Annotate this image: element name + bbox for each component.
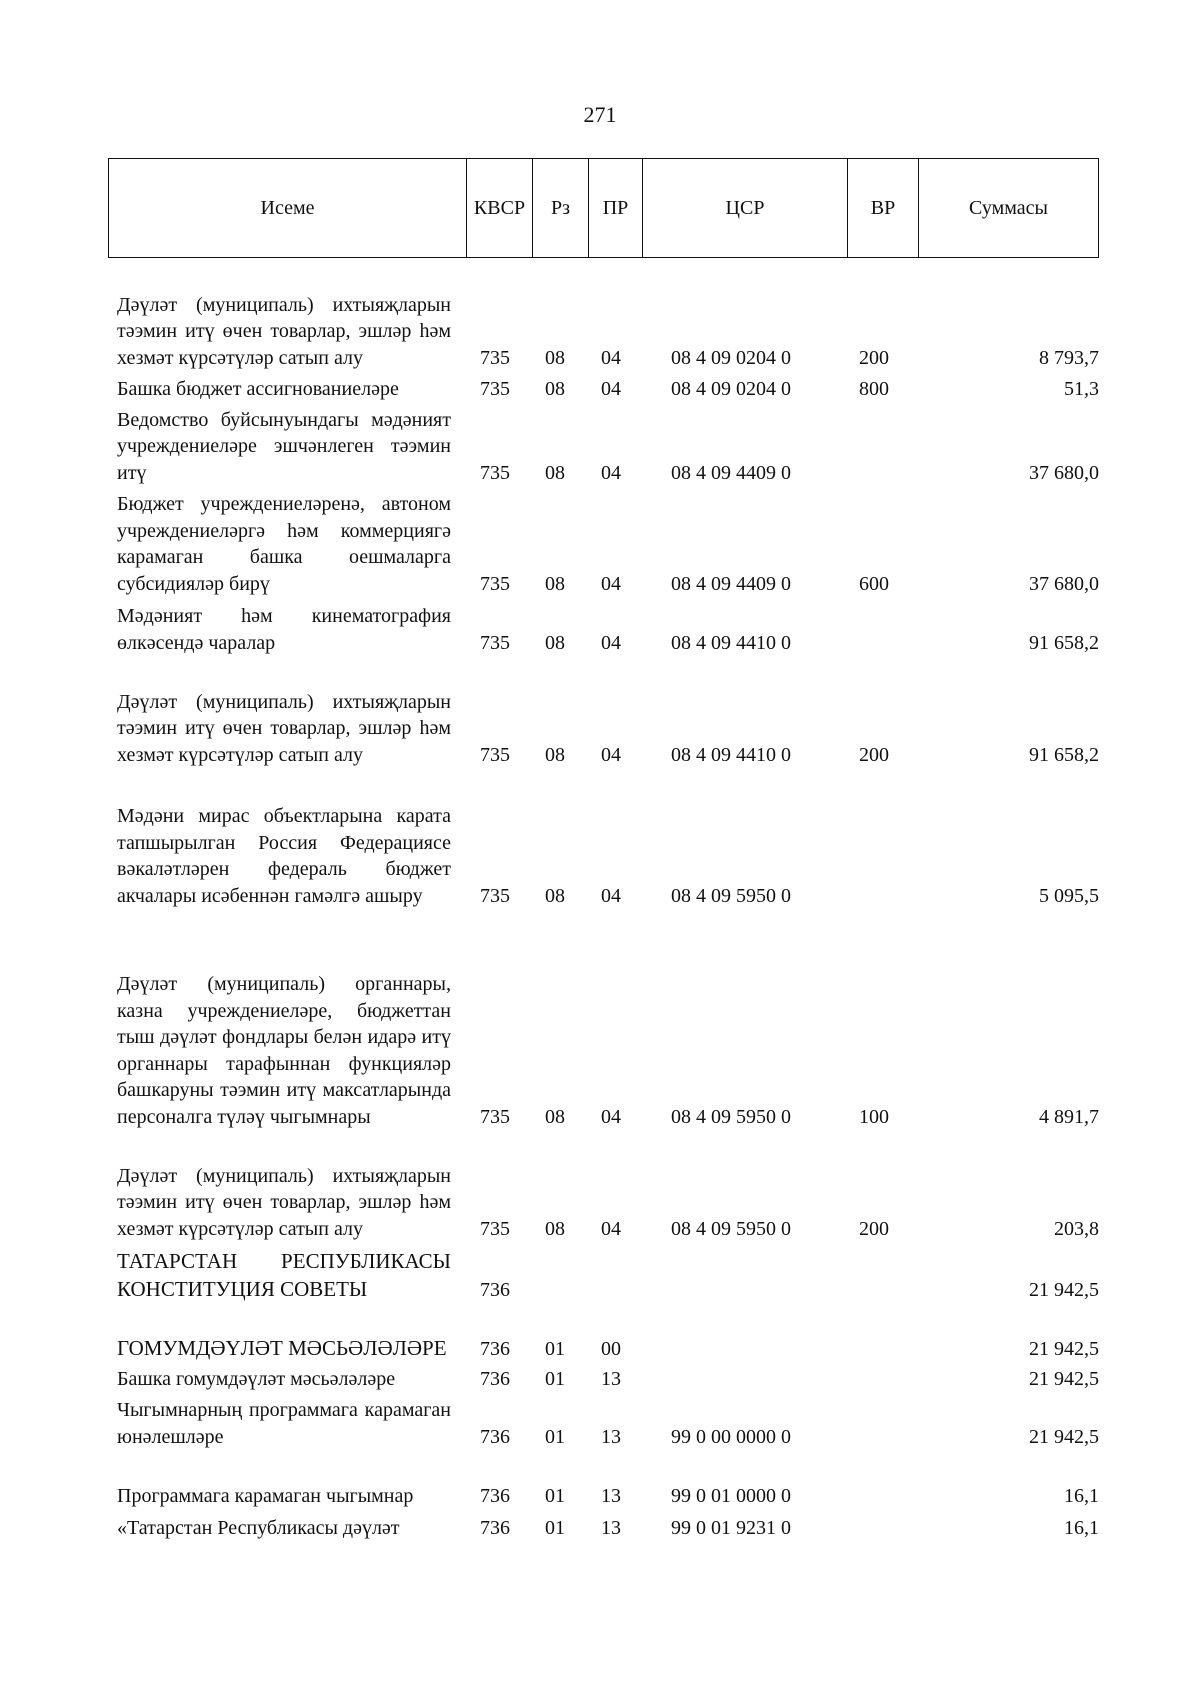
row-kvsr: 735	[480, 346, 510, 369]
header-pr: ПР	[589, 159, 643, 257]
row-kvsr: 735	[480, 884, 510, 907]
row-rz: 08	[545, 377, 565, 400]
table-row	[108, 1134, 1099, 1242]
row-name: Мәдәният һәм кинематография өлкәсендә чаралар	[117, 605, 451, 654]
row-name: Дәүләт (муниципаль) ихтыяҗларын тәэмин итү өчен товарлар, эшләр һәм хезмәт күрсәтүләр сатып алу	[117, 1164, 451, 1240]
row-pr: 13	[601, 1484, 621, 1507]
row-kvsr: 735	[480, 572, 510, 595]
table-row	[108, 1513, 1099, 1541]
header-sum: Суммасы	[969, 196, 1048, 219]
row-sum: 5 095,5	[1039, 884, 1099, 907]
table-row	[108, 1246, 1099, 1303]
row-sum: 8 793,7	[1039, 346, 1099, 369]
row-name: «Татарстан Республикасы дәүләт	[117, 1516, 400, 1539]
table-row	[108, 262, 1099, 371]
table-row	[108, 660, 1099, 768]
row-name: ТАТАРСТАН РЕСПУБЛИКАСЫ КОНСТИТУЦИЯ СОВЕТЫ	[117, 1249, 451, 1301]
table-row	[108, 1396, 1099, 1450]
header-vr: ВР	[848, 159, 919, 257]
row-name: Дәүләт (муниципаль) ихтыяҗларын тәэмин итү өчен товарлар, эшләр һәм хезмәт күрсәтүләр сатып алу	[117, 293, 451, 369]
row-rz: 08	[545, 572, 565, 595]
page-number: 271	[583, 102, 617, 127]
row-csr: 08 4 09 4409 0	[671, 572, 791, 595]
row-rz: 08	[545, 743, 565, 766]
row-csr: 08 4 09 4410 0	[671, 743, 791, 766]
row-name: Башка бюджет ассигнованиеләре	[117, 377, 399, 400]
header-rz: Рз	[533, 159, 589, 257]
row-name: Ведомство буйсынуындагы мәдәният учреждениеләре эшчәнлеген тәэмин итү	[117, 408, 451, 484]
row-sum: 16,1	[1064, 1516, 1099, 1539]
row-kvsr: 736	[480, 1425, 510, 1448]
row-vr: 800	[859, 377, 889, 400]
row-rz: 01	[545, 1516, 565, 1539]
row-kvsr: 736	[480, 1278, 510, 1301]
row-pr: 04	[601, 461, 621, 484]
row-name: Чыгымнарның программага карамаган юнәлешләре	[117, 1399, 451, 1448]
row-pr: 13	[601, 1425, 621, 1448]
row-sum: 91 658,2	[1029, 631, 1099, 654]
row-rz: 01	[545, 1337, 565, 1360]
header-name: Исеме	[109, 159, 467, 257]
row-kvsr: 735	[480, 377, 510, 400]
row-pr: 04	[601, 572, 621, 595]
row-csr: 99 0 01 9231 0	[671, 1516, 791, 1539]
row-rz: 08	[545, 631, 565, 654]
row-kvsr: 735	[480, 1217, 510, 1240]
row-kvsr: 735	[480, 1105, 510, 1128]
row-csr: 99 0 01 0000 0	[671, 1484, 791, 1507]
table-row	[108, 1305, 1099, 1362]
row-sum: 21 942,5	[1029, 1367, 1099, 1390]
row-pr: 04	[601, 743, 621, 766]
row-csr: 08 4 09 5950 0	[671, 1105, 791, 1128]
row-rz: 01	[545, 1484, 565, 1507]
row-csr: 08 4 09 4410 0	[671, 631, 791, 654]
row-kvsr: 736	[480, 1484, 510, 1507]
row-csr: 08 4 09 4409 0	[671, 461, 791, 484]
row-pr: 04	[601, 377, 621, 400]
row-csr: 99 0 00 0000 0	[671, 1425, 791, 1448]
table-row	[108, 490, 1099, 597]
row-vr: 200	[859, 346, 889, 369]
row-name: Башка гомумдәүләт мәсьәләләре	[117, 1367, 396, 1390]
row-sum: 203,8	[1054, 1217, 1099, 1240]
row-kvsr: 735	[480, 461, 510, 484]
table-row	[108, 374, 1099, 402]
row-sum: 51,3	[1064, 377, 1099, 400]
row-pr: 04	[601, 884, 621, 907]
row-sum: 21 942,5	[1029, 1337, 1099, 1360]
row-name: Программага карамаган чыгымнар	[117, 1484, 414, 1507]
row-vr: 200	[859, 1217, 889, 1240]
row-pr: 04	[601, 346, 621, 369]
row-rz: 08	[545, 461, 565, 484]
row-sum: 4 891,7	[1039, 1105, 1099, 1128]
header-kvsr: КВСР	[467, 159, 533, 257]
row-kvsr: 736	[480, 1516, 510, 1539]
row-sum: 37 680,0	[1029, 461, 1099, 484]
row-csr: 08 4 09 0204 0	[671, 346, 791, 369]
row-name: Бюджет учреждениеләренә, автоном учреждениеләргә һәм коммерциягә карамаган башка оешмаларга субсидияләр бирү	[117, 493, 451, 595]
row-kvsr: 736	[480, 1367, 510, 1390]
table-row	[108, 913, 1099, 1130]
row-rz: 01	[545, 1425, 565, 1448]
row-rz: 01	[545, 1367, 565, 1390]
row-kvsr: 735	[480, 743, 510, 766]
row-sum: 21 942,5	[1029, 1425, 1099, 1448]
row-name: Мәдәни мирас объектларына карата тапшырылган Россия Федерациясе вәкаләтләрен федераль бюджет акчалары исәбеннән гамәлгә ашыру	[117, 805, 451, 907]
row-sum: 16,1	[1064, 1484, 1099, 1507]
row-kvsr: 736	[480, 1337, 510, 1360]
row-csr: 08 4 09 5950 0	[671, 1217, 791, 1240]
row-rz: 08	[545, 884, 565, 907]
row-csr: 08 4 09 5950 0	[671, 884, 791, 907]
row-name: Дәүләт (муниципаль) ихтыяҗларын тәэмин итү өчен товарлар, эшләр һәм хезмәт күрсәтүләр сатып алу	[117, 690, 451, 766]
row-rz: 08	[545, 1105, 565, 1128]
row-sum: 37 680,0	[1029, 572, 1099, 595]
table-row	[108, 405, 1099, 486]
row-vr: 100	[859, 1105, 889, 1128]
row-rz: 08	[545, 1217, 565, 1240]
row-sum: 91 658,2	[1029, 743, 1099, 766]
row-pr: 13	[601, 1367, 621, 1390]
row-name: Дәүләт (муниципаль) органнары, казна учреждениеләре, бюджеттан тыш дәүләт фондлары белән идарә итү органнары тарафыннан функцияләр башкаруны тәэмин итү максатларында персоналга түләү чыгымнары	[117, 973, 451, 1128]
row-pr: 04	[601, 1105, 621, 1128]
header-csr: ЦСР	[643, 159, 848, 257]
table-row	[108, 1454, 1099, 1509]
row-csr: 08 4 09 0204 0	[671, 377, 791, 400]
row-vr: 200	[859, 743, 889, 766]
table-row	[108, 601, 1099, 656]
row-vr: 600	[859, 572, 889, 595]
row-pr: 00	[601, 1337, 621, 1360]
row-pr: 04	[601, 631, 621, 654]
row-kvsr: 735	[480, 631, 510, 654]
row-rz: 08	[545, 346, 565, 369]
row-pr: 13	[601, 1516, 621, 1539]
table-row	[108, 1364, 1099, 1392]
row-name: ГОМУМДӘҮЛӘТ МӘСЬӘЛӘЛӘРЕ	[117, 1336, 447, 1360]
table-header	[108, 158, 1099, 258]
row-pr: 04	[601, 1217, 621, 1240]
table-row	[108, 772, 1099, 909]
row-sum: 21 942,5	[1029, 1278, 1099, 1301]
